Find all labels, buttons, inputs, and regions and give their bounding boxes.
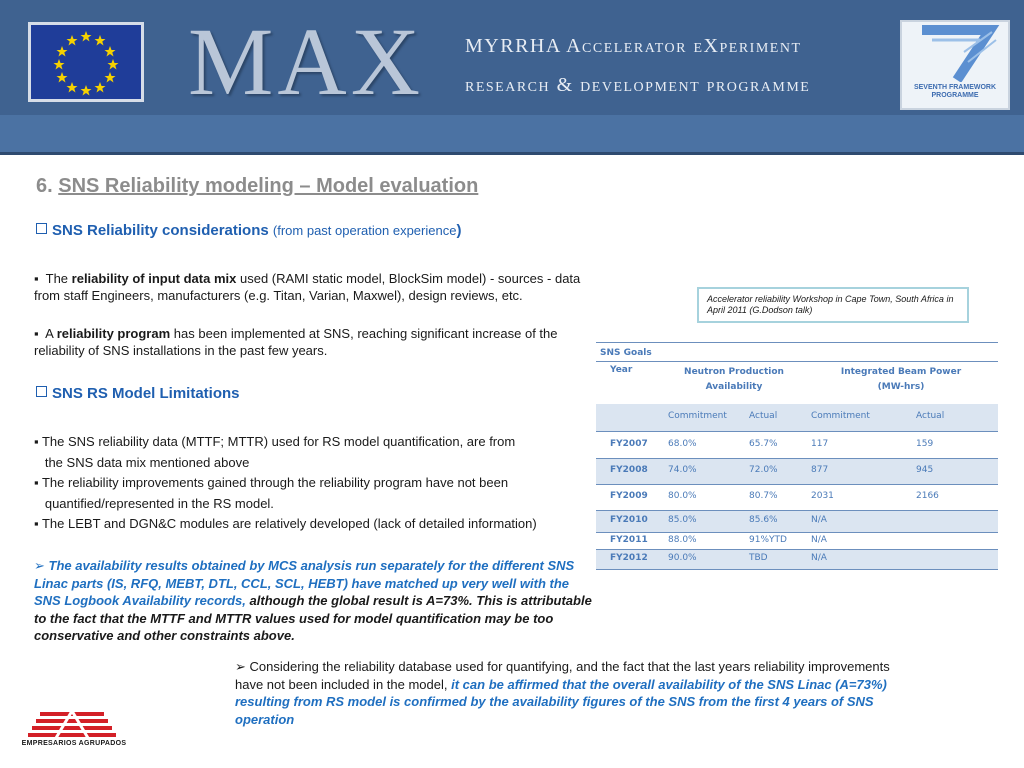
cell-c1: 68.0% <box>668 439 697 449</box>
cell-a1: TBD <box>749 553 768 563</box>
subheader-commitment: Commitment <box>668 411 727 421</box>
eu-stars-icon <box>31 25 141 99</box>
cell-a1: 91%YTD <box>749 535 787 545</box>
title-number: 6. <box>36 175 53 197</box>
conclusion-blue-text: it can be affirmed that the overall availability of the SNS Linac (A=73%) resulting from RS model is confirmed by the availability figures of the SNS from the first 4 years of SNS operation <box>235 676 887 727</box>
header-neutron-line2: Availability <box>705 382 763 392</box>
cell-c2: N/A <box>811 535 827 545</box>
slide-title <box>36 175 478 198</box>
cell-a1: 65.7% <box>749 439 778 449</box>
subheader-actual: Actual <box>749 411 778 421</box>
cell-c1: 80.0% <box>668 491 697 501</box>
table-rule <box>596 532 998 533</box>
ea-logo-icon <box>16 710 128 740</box>
list-item: ▪ The SNS reliability data (MTTF; MTTR) used for RS model quantification, are from <box>34 434 516 449</box>
list-item: ▪ The LEBT and DGN&C modules are relatively developed (lack of detailed information) <box>34 516 537 531</box>
max-logo-text: MAX <box>188 8 425 115</box>
subheader-actual: Actual <box>916 411 945 421</box>
conclusion-paragraph <box>235 658 895 728</box>
table-rule <box>596 569 998 570</box>
arrow-bullet-icon: ➢ <box>235 659 250 674</box>
p2-intro: A <box>45 326 54 341</box>
table-rule <box>596 458 998 459</box>
paragraph-reliability-program <box>34 325 594 359</box>
cell-year: FY2012 <box>610 553 648 563</box>
source-caption-box: Accelerator reliability Workshop in Cape Town, South Africa in April 2011 (G.Dodson talk) <box>697 287 969 323</box>
table-rule <box>596 484 998 485</box>
sns-goals-table <box>596 340 998 570</box>
table-rule <box>596 549 998 550</box>
fp7-label: SEVENTH FRAMEWORK PROGRAMME <box>913 84 997 99</box>
title-text: SNS Reliability modeling – Model evaluation <box>58 175 479 197</box>
square-bullet-icon: ▪ <box>34 271 43 286</box>
table-rule <box>596 342 998 343</box>
cell-c2: N/A <box>811 553 827 563</box>
cell-c1: 90.0% <box>668 553 697 563</box>
eu-flag-logo <box>28 22 144 102</box>
section-heading-limitations <box>36 385 240 402</box>
header-band <box>0 115 1024 155</box>
checkbox-bullet-icon <box>36 386 47 397</box>
section1-heading-sub: (from past operation experience <box>272 223 457 238</box>
section-heading-considerations <box>36 222 461 239</box>
cell-year: FY2007 <box>610 439 648 449</box>
section1-heading: SNS Reliability considerations <box>52 222 269 239</box>
cell-a2: 2166 <box>916 491 939 501</box>
table-rule <box>596 361 998 362</box>
cell-c1: 74.0% <box>668 465 697 475</box>
table-title: SNS Goals <box>600 348 652 358</box>
table-row <box>596 549 998 569</box>
table-row <box>596 431 998 458</box>
p2-rest: has been implemented at SNS, reaching significant increase of the reliability of SNS installations in the past few years. <box>34 326 558 358</box>
table-rule <box>596 510 998 511</box>
section1-heading-close: ) <box>456 222 462 239</box>
cell-year: FY2011 <box>610 535 648 545</box>
arrow-bullet-icon: ➢ <box>34 558 49 573</box>
header-beam-line1: Integrated Beam Power <box>840 367 962 377</box>
cell-c1: 88.0% <box>668 535 697 545</box>
p1-bold: reliability of input data mix <box>71 271 237 286</box>
availability-black-text: although the global result is A=73%. This is attributable to the fact that the MTTF and MTTR values used for model quantification may be too conservative and other constraints above. <box>34 593 592 643</box>
header-rule <box>0 152 1024 155</box>
p2-bold: reliability program <box>56 326 171 341</box>
cell-year: FY2010 <box>610 515 648 525</box>
table-row <box>596 458 998 484</box>
table-subheader <box>596 404 998 431</box>
table-row <box>596 532 998 549</box>
cell-c1: 85.0% <box>668 515 697 525</box>
header-beam-line2: (MW-hrs) <box>877 382 925 392</box>
ea-logo-label: EMPRESARIOS AGRUPADOS <box>21 740 127 747</box>
header-neutron <box>684 365 784 395</box>
cell-c2: 117 <box>811 439 829 449</box>
list-item: the SNS data mix mentioned above <box>34 454 250 470</box>
checkbox-bullet-icon <box>36 223 47 234</box>
header-title-line1: MYRRHA Accelerator eXperiment <box>465 35 802 57</box>
p1-rest: used (RAMI static model, BlockSim model) - sources - data from staff Engineers, manufacturers (e.g. Titan, Varian, Maxwel), design reviews, etc. <box>34 271 581 303</box>
subheader-commitment: Commitment <box>811 411 870 421</box>
cell-year: FY2009 <box>610 491 648 501</box>
header-title-line2: research & development programme <box>465 74 811 96</box>
cell-c2: 2031 <box>811 491 834 501</box>
table-header <box>596 340 998 404</box>
empresarios-agrupados-logo <box>16 710 128 754</box>
cell-a1: 80.7% <box>749 491 778 501</box>
p1-intro: The <box>45 271 69 286</box>
table-rule <box>596 431 998 432</box>
cell-a1: 85.6% <box>749 515 778 525</box>
cell-a1: 72.0% <box>749 465 778 475</box>
cell-a2: 945 <box>916 465 934 475</box>
table-body <box>596 431 998 570</box>
header-beam-power <box>836 365 966 395</box>
table-row <box>596 510 998 532</box>
square-bullet-icon: ▪ <box>34 326 43 341</box>
list-item: ▪ The reliability improvements gained through the reliability program have not been <box>34 475 509 490</box>
conclusion-normal-text: Considering the reliability database used for quantifying, and the fact that the last years reliability improvements have not been included in the model, <box>235 659 890 692</box>
header-banner <box>0 0 1024 155</box>
list-item: quantified/represented in the RS model. <box>34 495 274 511</box>
cell-c2: N/A <box>811 515 827 525</box>
header-year: Year <box>610 365 633 375</box>
cell-a2: 159 <box>916 439 934 449</box>
cell-year: FY2008 <box>610 465 648 475</box>
availability-paragraph <box>34 557 596 645</box>
table-row <box>596 484 998 510</box>
cell-c2: 877 <box>811 465 829 475</box>
fp7-seven-icon <box>902 22 1008 82</box>
section2-heading: SNS RS Model Limitations <box>52 385 240 402</box>
paragraph-data-mix <box>34 270 594 304</box>
availability-blue-text: The availability results obtained by MCS analysis run separately for the different SNS Linac parts (IS, RFQ, MEBT, DTL, CCL, SCL, HEBT) have matched up very well with the SNS Logbook Availability records, <box>34 558 575 608</box>
header-neutron-line1: Neutron Production <box>684 367 784 377</box>
limitations-list <box>34 432 594 535</box>
